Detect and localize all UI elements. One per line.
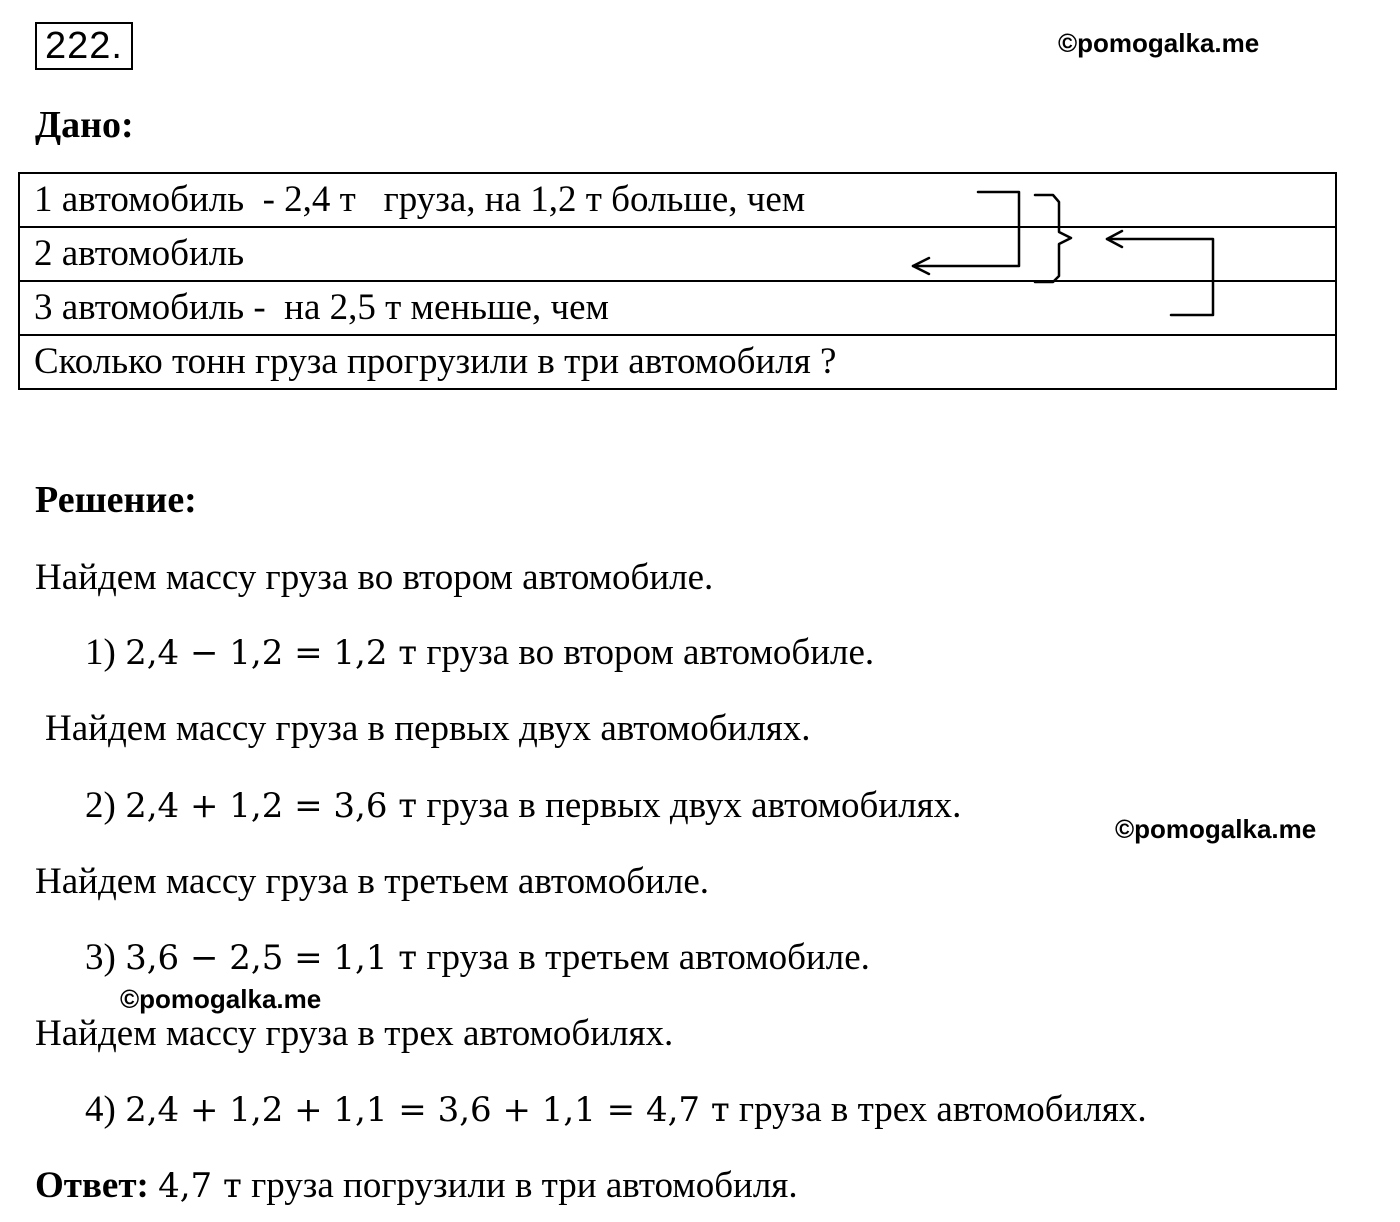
step-text: груза в трех автомобилях. — [738, 1089, 1147, 1130]
step-label: 1) — [85, 632, 116, 673]
arrow-car1-to-car2 — [913, 192, 1019, 266]
step-text: груза в первых двух автомобилях. — [426, 785, 962, 826]
step-2-intro: Найдем массу груза в первых двух автомобилях. — [45, 708, 811, 749]
step-2-line — [85, 784, 961, 828]
given-row-text: 1 автомобиль - 2,4 т груза, на 1,2 т больше, чем — [19, 173, 1336, 227]
brace-right-icon — [1035, 195, 1071, 282]
solution-title: Решение: — [35, 479, 197, 521]
given-row-question — [19, 335, 1336, 389]
step-formula: 2,4 + 1,2 + 1,1 = 3,6 + 1,1 = 4,7 т — [125, 1090, 730, 1130]
relation-arrows-diagram — [895, 180, 1225, 330]
step-formula: 3,6 − 2,5 = 1,1 т — [125, 938, 418, 978]
given-title: Дано: — [35, 104, 134, 146]
step-label: 4) — [85, 1089, 116, 1130]
step-text: груза во втором автомобиле. — [426, 632, 875, 673]
answer-text: груза погрузили в три автомобиля. — [251, 1165, 798, 1206]
step-text: груза в третьем автомобиле. — [426, 937, 870, 978]
arrow-car3-to-brace — [1107, 239, 1213, 315]
watermark-top: ©pomogalka.me — [1058, 28, 1260, 58]
step-1-line — [85, 631, 874, 675]
given-row-text: 3 автомобиль - на 2,5 т меньше, чем — [19, 281, 1336, 335]
given-row-text: Сколько тонн груза прогрузили в три автомобиля ? — [19, 335, 1336, 389]
step-label: 2) — [85, 785, 116, 826]
step-1-intro: Найдем массу груза во втором автомобиле. — [35, 557, 714, 598]
answer-label: Ответ: — [35, 1165, 149, 1206]
step-label: 3) — [85, 937, 116, 978]
watermark-bottom: ©pomogalka.me — [120, 984, 322, 1014]
step-formula: 2,4 − 1,2 = 1,2 т — [125, 633, 418, 673]
step-3-intro: Найдем массу груза в третьем автомобиле. — [35, 861, 710, 902]
watermark-middle: ©pomogalka.me — [1115, 814, 1317, 844]
step-3-line — [85, 936, 870, 980]
answer-line — [35, 1164, 798, 1208]
answer-value: 4,7 т — [158, 1166, 242, 1206]
step-formula: 2,4 + 1,2 = 3,6 т — [125, 786, 418, 826]
problem-number: 222. — [35, 22, 133, 70]
given-row-text: 2 автомобиль — [19, 227, 1336, 281]
step-4-intro: Найдем массу груза в трех автомобилях. — [35, 1013, 674, 1054]
step-4-line — [85, 1088, 1147, 1132]
